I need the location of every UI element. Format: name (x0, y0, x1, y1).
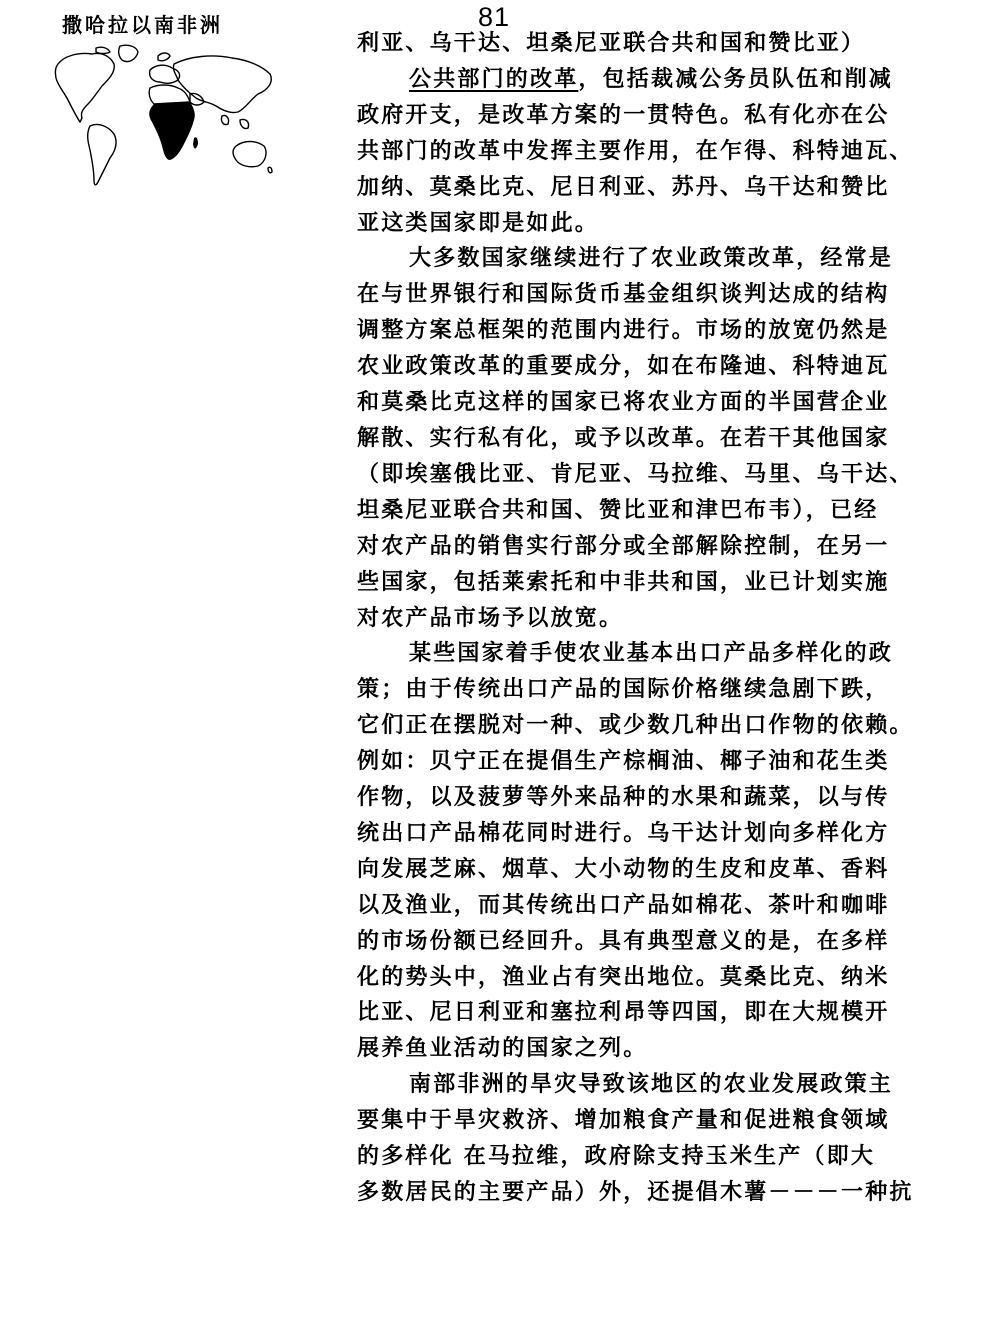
text-line: 利亚、乌干达、坦桑尼亚联合共和国和赞比亚） (357, 31, 866, 56)
text-line: 和莫桑比克这样的国家已将农业方面的半国营企业 (357, 390, 890, 416)
text-line: 要集中于旱灾救济、增加粮食产量和促进粮食领域 (357, 1108, 890, 1134)
text-line: 在与世界银行和国际货币基金组织谈判达成的结构 (357, 282, 890, 308)
text-line: 统出口产品棉花同时进行。乌干达计划向多样化方 (357, 820, 890, 846)
text-line: 公共部门的改革，包括裁减公务员队伍和削减 (409, 66, 894, 92)
text-line: 对农产品市场予以放宽。 (357, 605, 624, 631)
text-line: 政府开支，是改革方案的一贯特色。私有化亦在公 (357, 102, 890, 128)
text-line: 它们正在摆脱对一种、或少数几种出口作物的依赖。 (357, 713, 914, 739)
text-line: 加纳、莫桑比克、尼日利亚、苏丹、乌干达和赞比 (357, 174, 890, 200)
world-map-icon (50, 42, 280, 190)
text-line: 的市场份额已经回升。具有典型意义的是，在多样 (357, 928, 890, 954)
text-line: 化的势头中，渔业占有突出地位。莫桑比克、纳米 (357, 964, 890, 990)
text-line: 比亚、尼日利亚和塞拉利昂等四国，即在大规模开 (357, 1000, 890, 1026)
text-line: 策；由于传统出口产品的国际价格继续急剧下跌， (357, 677, 890, 703)
paragraph-2 (357, 62, 957, 242)
text-line: 以及渔业，而其传统出口产品如棉花、茶叶和咖啡 (357, 892, 890, 918)
text-line: 些国家，包括莱索托和中非共和国，业已计划实施 (357, 569, 890, 595)
text-line: 坦桑尼亚联合共和国、赞比亚和津巴布韦），已经 (357, 497, 879, 523)
text-line: 大多数国家继续进行了农业政策改革，经常是 (409, 246, 894, 272)
paragraph-3 (357, 241, 957, 636)
text-line: 亚这类国家即是如此。 (357, 210, 600, 236)
text-line: 的多样化 在马拉维，政府除支持玉米生产（即大 (357, 1144, 876, 1170)
text-line: 南部非洲的旱灾导致该地区的农业发展政策主 (409, 1072, 894, 1098)
text-line: 某些国家着手使农业基本出口产品多样化的政 (409, 641, 894, 667)
body-text (357, 26, 957, 1211)
page-number: 81 (478, 2, 511, 32)
text-line: 共部门的改革中发挥主要作用，在乍得、科特迪瓦、 (357, 138, 914, 164)
text-line: 对农产品的销售实行部分或全部解除控制，在另一 (357, 533, 890, 559)
text-line: 解散、实行私有化，或予以改革。在若干其他国家 (357, 425, 890, 451)
text-line: 农业政策改革的重要成分，如在布隆迪、科特迪瓦 (357, 354, 890, 380)
text-line: 例如：贝宁正在提倡生产棕榈油、椰子油和花生类 (357, 749, 890, 775)
underlined-lead: 公共部门的改革 (409, 66, 579, 92)
text-line: 展养鱼业活动的国家之列。 (357, 1036, 648, 1062)
text-line: （即埃塞俄比亚、肯尼亚、马拉维、马里、乌干达、 (357, 461, 914, 487)
paragraph-1 (357, 26, 957, 62)
text-line: 作物，以及菠萝等外来品种的水果和蔬菜，以与传 (357, 785, 890, 811)
text-line: 多数居民的主要产品）外，还提倡木薯－－－一种抗 (357, 1180, 914, 1205)
text-line: 向发展芝麻、烟草、大小动物的生皮和皮革、香料 (357, 856, 890, 882)
paragraph-5 (357, 1067, 957, 1211)
text-line: 调整方案总框架的范围内进行。市场的放宽仍然是 (357, 318, 890, 344)
paragraph-4 (357, 636, 957, 1067)
section-label: 撒哈拉以南非洲 (62, 13, 223, 37)
